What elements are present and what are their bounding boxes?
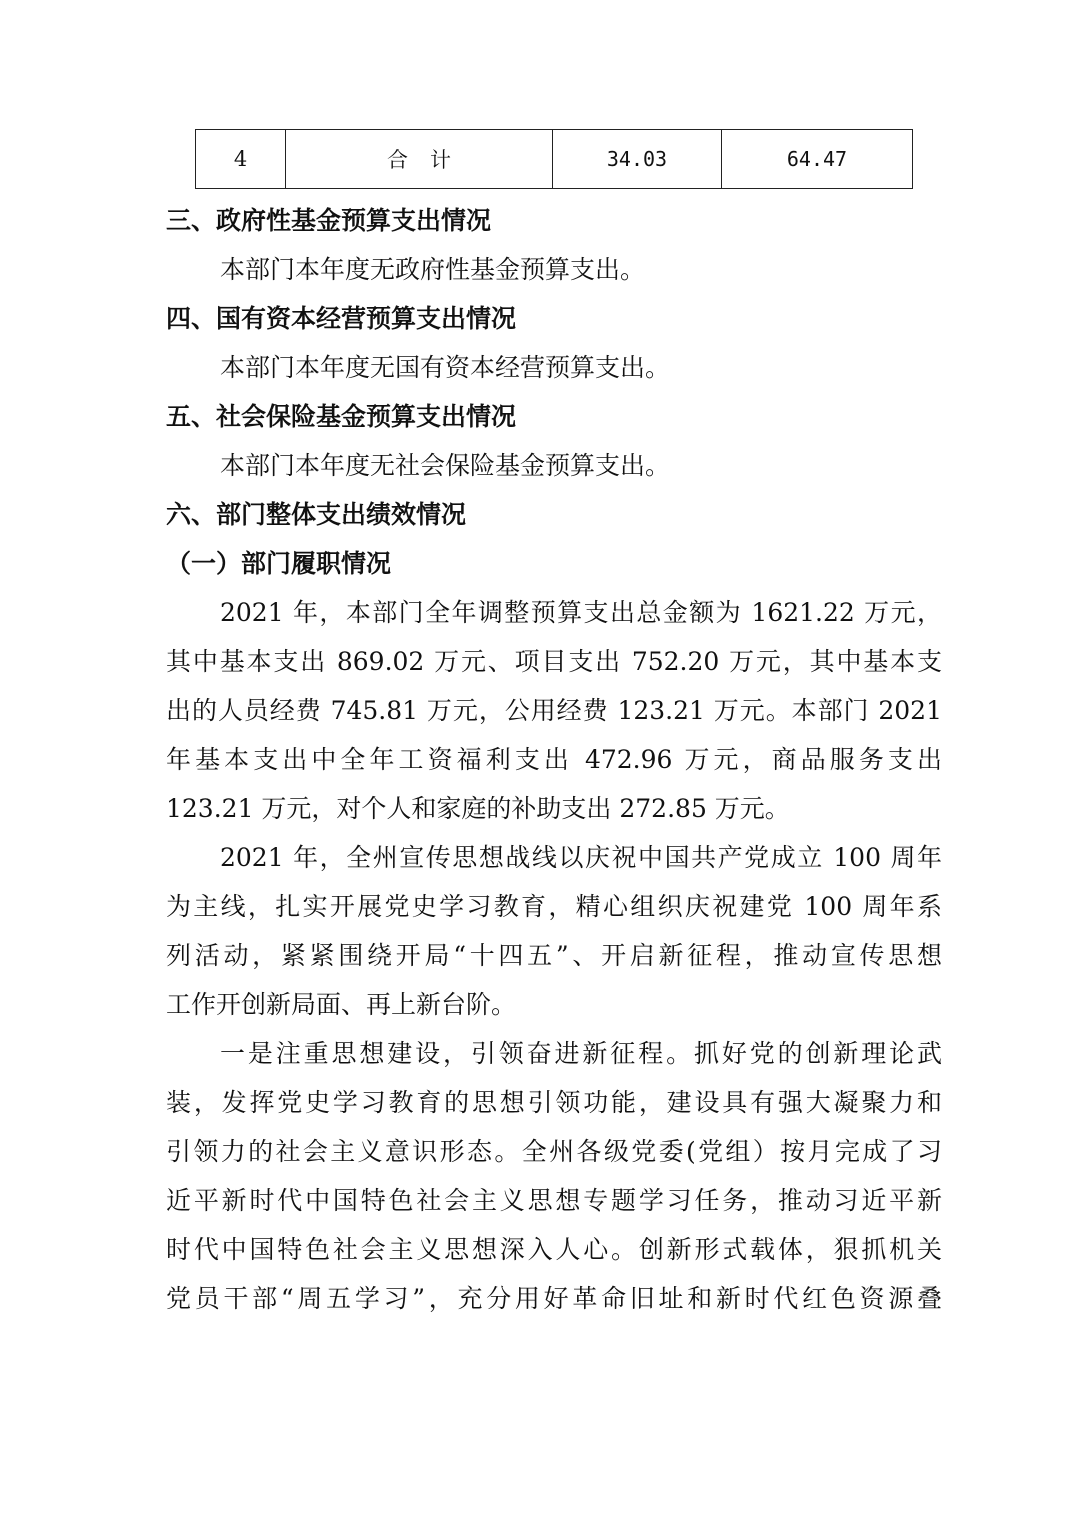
row-label-cell: 合计: [286, 130, 553, 189]
paragraph-1-line-4: 年基本支出中全年工资福利支出 472.96 万元，商品服务支出: [166, 745, 942, 774]
section-3-body: 本部门本年度无政府性基金预算支出。: [220, 255, 646, 284]
paragraph-2-line-2: 为主线，扎实开展党史学习教育，精心组织庆祝建党 100 周年系: [166, 892, 942, 921]
paragraph-1-line-2: 其中基本支出 869.02 万元、项目支出 752.20 万元，其中基本支: [166, 647, 942, 676]
section-5-heading: 五、社会保险基金预算支出情况: [166, 402, 517, 431]
paragraph-3-line-2: 装，发挥党史学习教育的思想引领功能，建设具有强大凝聚力和: [166, 1088, 942, 1117]
paragraph-3-line-6: 党员干部“周五学习”，充分用好革命旧址和新时代红色资源叠: [166, 1284, 942, 1313]
table-row-total: [196, 130, 913, 189]
paragraph-3-line-4: 近平新时代中国特色社会主义思想专题学习任务，推动习近平新: [166, 1186, 942, 1215]
paragraph-3-line-1: 一是注重思想建设，引领奋进新征程。抓好党的创新理论武: [220, 1039, 942, 1068]
paragraph-2-line-1: 2021 年，全州宣传思想战线以庆祝中国共产党成立 100 周年: [220, 843, 942, 872]
paragraph-2-line-4: 工作开创新局面、再上新台阶。: [166, 990, 517, 1019]
section-3-heading: 三、政府性基金预算支出情况: [166, 206, 492, 235]
paragraph-1-line-3: 出的人员经费 745.81 万元，公用经费 123.21 万元。本部门 2021: [166, 696, 942, 725]
section-4-heading: 四、国有资本经营预算支出情况: [166, 304, 517, 333]
value-b-cell: 64.47: [722, 130, 913, 189]
value-a-cell: 34.03: [553, 130, 722, 189]
paragraph-3-line-5: 时代中国特色社会主义思想深入人心。创新形式载体，狠抓机关: [166, 1235, 942, 1264]
section-4-body: 本部门本年度无国有资本经营预算支出。: [220, 353, 671, 382]
section-6-heading: 六、部门整体支出绩效情况: [166, 500, 467, 529]
paragraph-2-line-3: 列活动，紧紧围绕开局“十四五”、开启新征程，推动宣传思想: [166, 941, 942, 970]
section-5-body: 本部门本年度无社会保险基金预算支出。: [220, 451, 671, 480]
paragraph-1-line-5: 123.21 万元，对个人和家庭的补助支出 272.85 万元。: [166, 794, 790, 823]
section-6-subheading: （一）部门履职情况: [166, 549, 392, 578]
summary-table: [195, 129, 913, 189]
paragraph-3-line-3: 引领力的社会主义意识形态。全州各级党委(党组）按月完成了习: [166, 1137, 942, 1166]
row-index-cell: 4: [196, 130, 286, 189]
paragraph-1-line-1: 2021 年，本部门全年调整预算支出总金额为 1621.22 万元，: [220, 598, 942, 627]
